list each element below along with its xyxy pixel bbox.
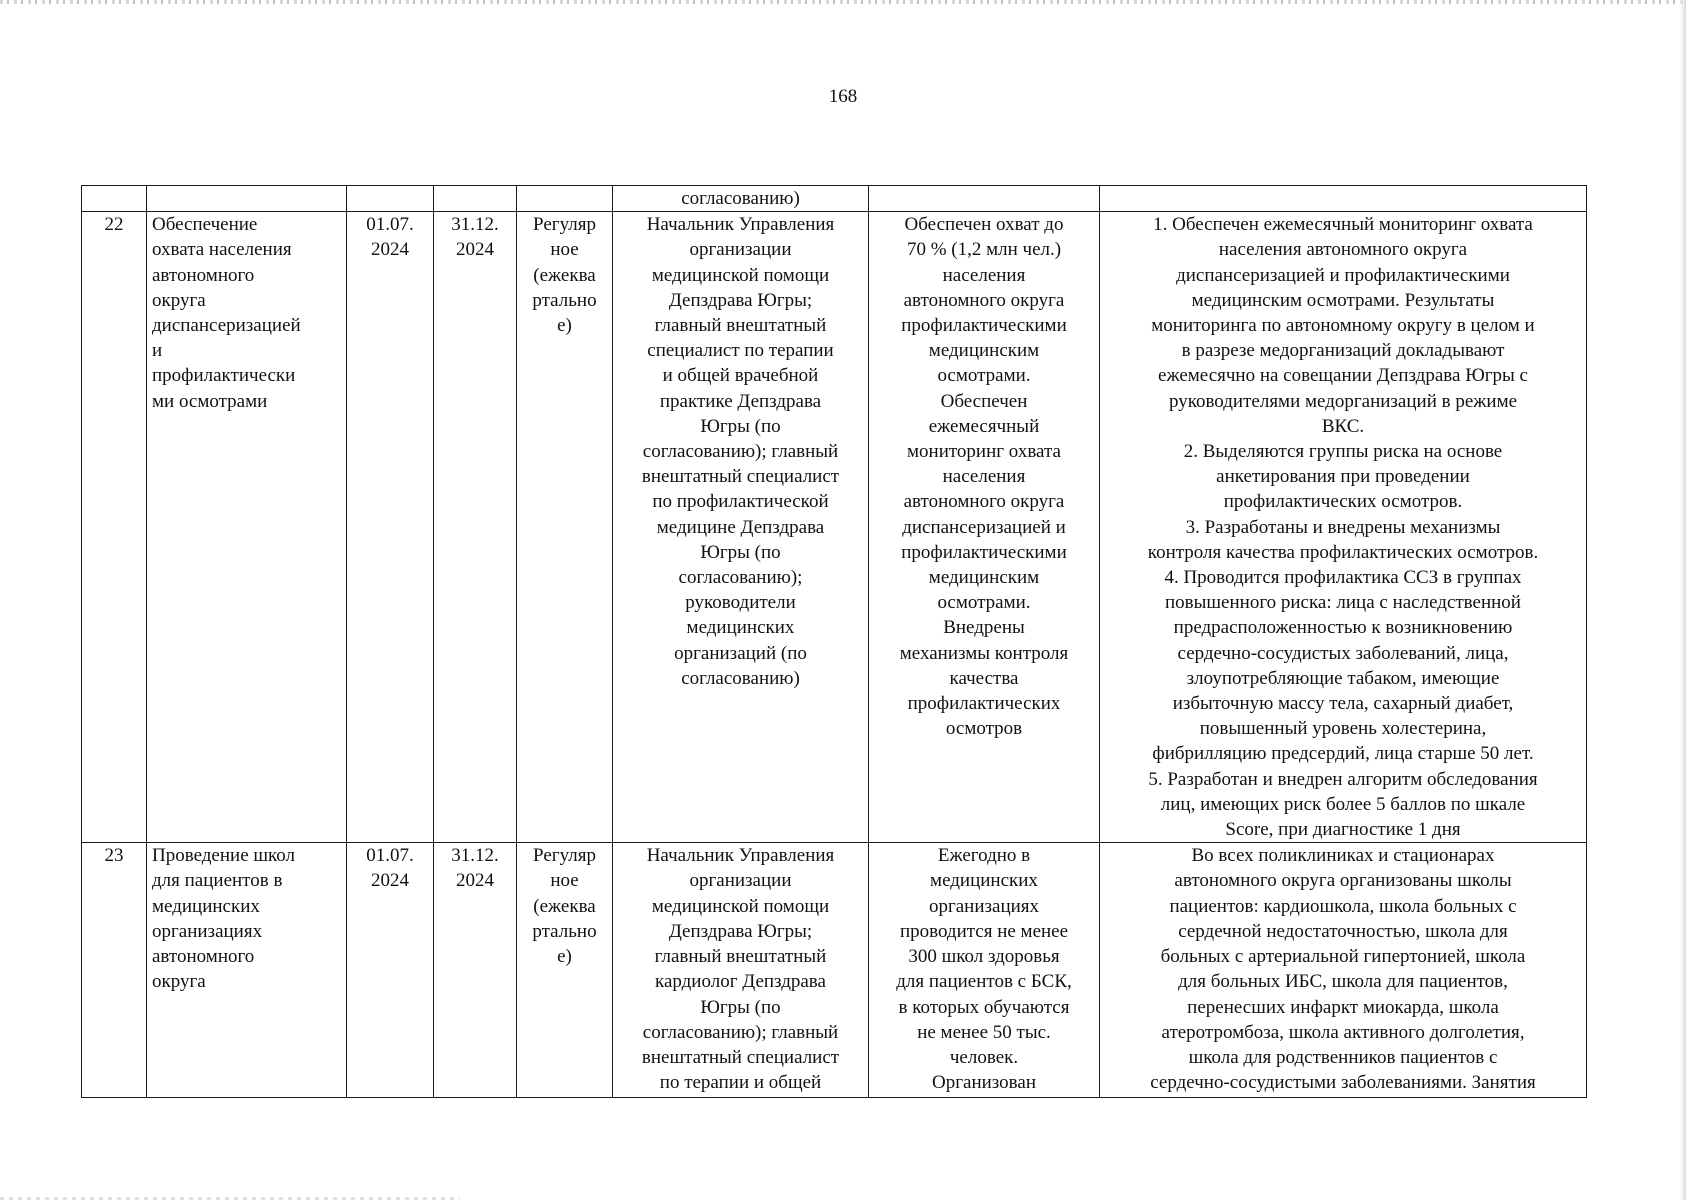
cell-num (82, 186, 147, 212)
table-row (82, 843, 1587, 1098)
cell-start (347, 186, 434, 212)
cell-end (434, 186, 517, 212)
cell-indicator: Ежегодно в медицинских организациях проводится не менее 300 школ здоровья для пациентов с БСК, в которых обучаются не менее 50 тыс. человек. Организован (869, 843, 1100, 1098)
cell-end: 31.12. 2024 (434, 843, 517, 1098)
cell-start: 01.07. 2024 (347, 212, 434, 843)
cell-event: Обеспечение охвата населения автономного округа диспансеризацией и профилактически ми осмотрами (147, 212, 347, 843)
cell-indicator: Обеспечен охват до 70 % (1,2 млн чел.) населения автономного округа профилактическими медицинским осмотрами. Обеспечен ежемесячный мониторинг охвата населения автономного округа диспансеризацией и профилактическими медицинским осмотрами. Внедрены механизмы контроля качества профилактических осмотров (869, 212, 1100, 843)
cell-num: 22 (82, 212, 147, 843)
cell-periodicity (517, 186, 613, 212)
cell-start: 01.07. 2024 (347, 843, 434, 1098)
cell-indicator (869, 186, 1100, 212)
cell-periodicity: Регуляр ное (ежеква ртально е) (517, 212, 613, 843)
cell-event (147, 186, 347, 212)
cell-responsible: Начальник Управления организации медицинской помощи Депздрава Югры; главный внештатный специалист по терапии и общей врачебной практике Депздрава Югры (по согласованию); главный внештатный специалист по профилактической медицине Депздрава Югры (по согласованию); руководители медицинских организаций (по согласованию) (613, 212, 869, 843)
cell-result: 1. Обеспечен ежемесячный мониторинг охвата населения автономного округа диспансеризацией и профилактическими медицинским осмотрами. Результаты мониторинга по автономному округу в целом и в разрезе медорганизаций докладывают ежемесячно на совещании Депздрава Югры с руководителями медорганизаций в режиме ВКС. 2. Выделяются группы риска на основе анкетирования при проведении профилактических осмотров. 3. Разработаны и внедрены механизмы контроля качества профилактических осмотров. 4. Проводится профилактика ССЗ в группах повышенного риска: лица с наследственной предрасположенностью к возникновению сердечно-сосудистых заболеваний, лица, злоупотребляющие табаком, имеющие избыточную массу тела, сахарный диабет, повышенный уровень холестерина, фибрилляцию предсердий, лица старше 50 лет. 5. Разработан и внедрен алгоритм обследования лиц, имеющих риск более 5 баллов по шкале Score, при диагностике 1 дня (1100, 212, 1587, 843)
table-row (82, 212, 1587, 843)
page-number: 168 (828, 86, 858, 107)
scan-edge-right (1680, 0, 1686, 1200)
scan-edge-top (0, 0, 1686, 4)
cell-num: 23 (82, 843, 147, 1098)
cell-result: Во всех поликлиниках и стационарах автономного округа организованы школы пациентов: кардиошкола, школа больных с сердечной недостаточностью, школа для больных с артериальной гипертонией, школа для больных ИБС, школа для пациентов, перенесших инфаркт миокарда, школа атеротромбоза, школа активного долголетия, школа для родственников пациентов с сердечно-сосудистыми заболеваниями. Занятия (1100, 843, 1587, 1098)
table-row-carryover (82, 186, 1587, 212)
cell-result (1100, 186, 1587, 212)
measures-table (81, 185, 1587, 1098)
cell-periodicity: Регуляр ное (ежеква ртально е) (517, 843, 613, 1098)
cell-end: 31.12. 2024 (434, 212, 517, 843)
cell-responsible: согласованию) (613, 186, 869, 212)
cell-event: Проведение школ для пациентов в медицинских организациях автономного округа (147, 843, 347, 1098)
cell-responsible: Начальник Управления организации медицинской помощи Депздрава Югры; главный внештатный кардиолог Депздрава Югры (по согласованию); главный внештатный специалист по терапии и общей (613, 843, 869, 1098)
